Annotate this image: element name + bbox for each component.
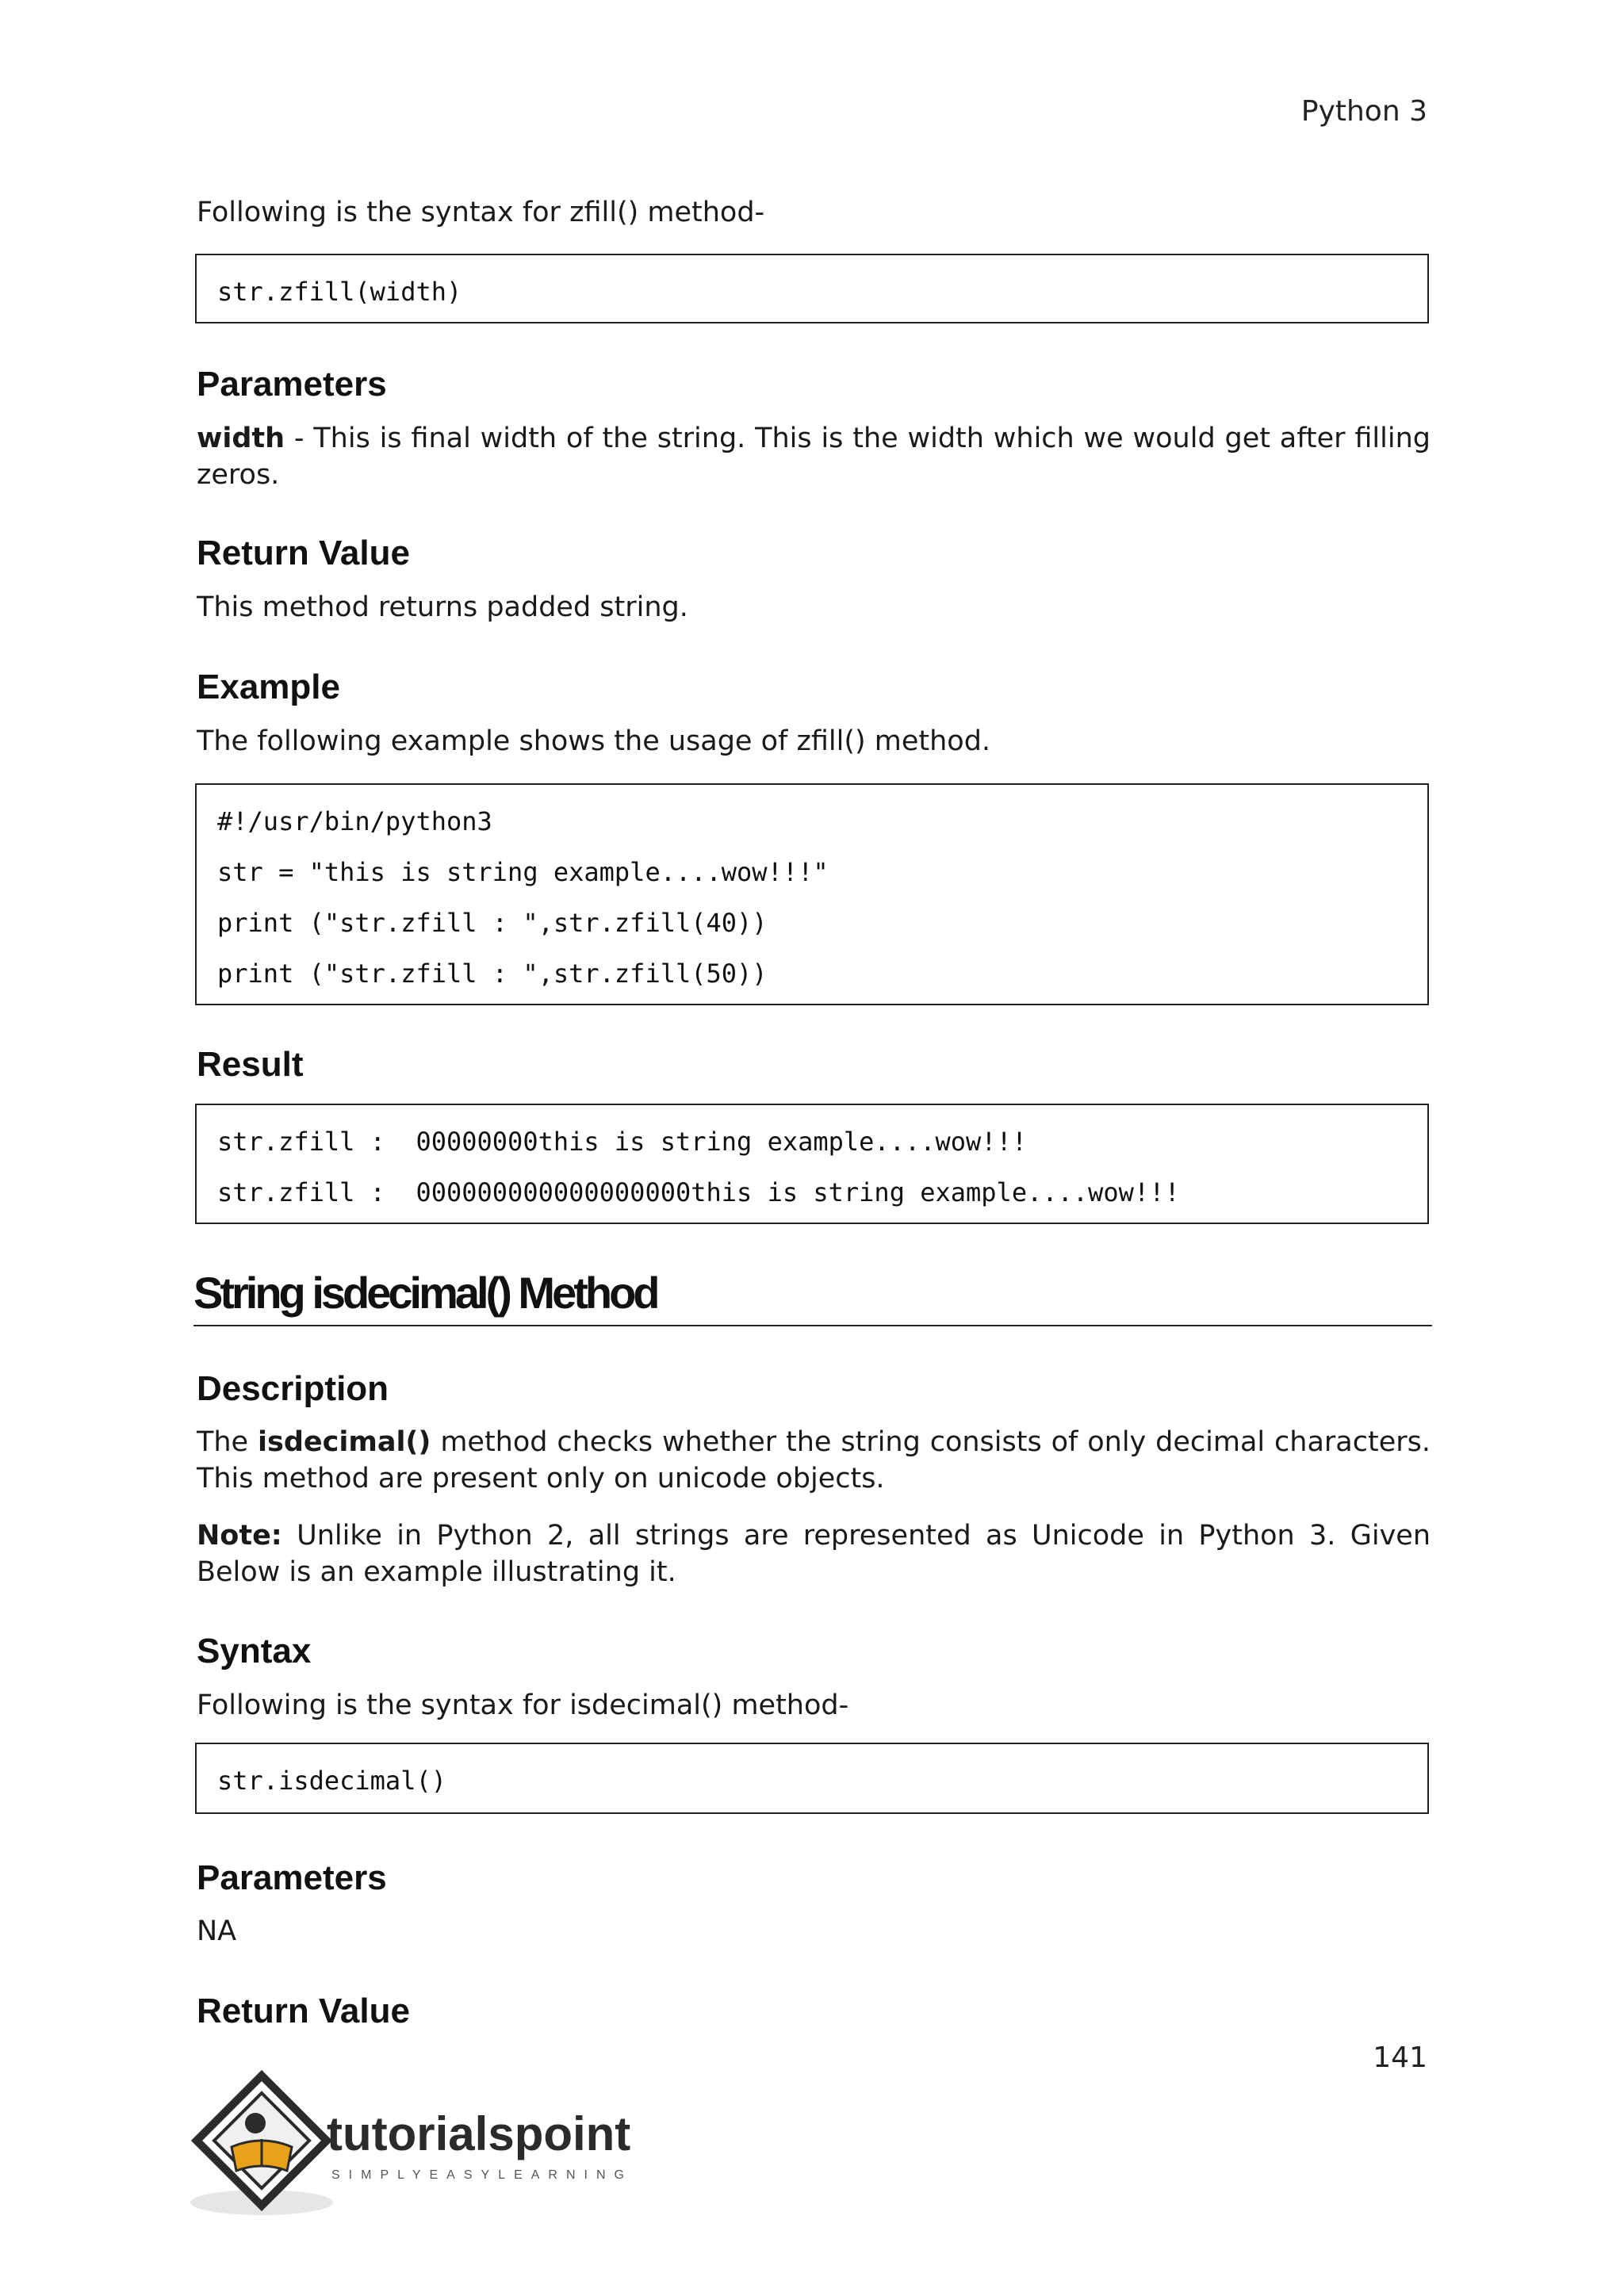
description-text xyxy=(197,1424,1431,1497)
logo-tagline: SIMPLYEASYLEARNING xyxy=(331,2168,633,2182)
param-name: width xyxy=(197,423,285,454)
page-number: 141 xyxy=(1373,2042,1427,2074)
code-line: str.zfill(width) xyxy=(217,277,462,307)
zfill-parameter-desc xyxy=(197,420,1431,493)
isdecimal-return-heading: Return Value xyxy=(197,1992,410,2030)
zfill-result-code-box xyxy=(195,1104,1429,1224)
code-line: print ("str.zfill : ",str.zfill(40)) xyxy=(217,908,768,938)
zfill-example-code-box xyxy=(195,783,1429,1005)
zfill-syntax-intro: Following is the syntax for zfill() method- xyxy=(197,197,765,228)
isdecimal-parameters-heading: Parameters xyxy=(197,1858,387,1897)
logo-wordmark: tutorialspoint xyxy=(327,2107,631,2160)
logo-person-head xyxy=(245,2113,266,2133)
code-line: str = "this is string example....wow!!!" xyxy=(217,857,829,887)
description-heading: Description xyxy=(197,1369,389,1408)
code-line: str.zfill : 000000000000000000this is string example....wow!!! xyxy=(217,1177,1180,1207)
isdecimal-syntax-intro: Following is the syntax for isdecimal() method- xyxy=(197,1689,849,1721)
syntax-heading: Syntax xyxy=(197,1632,312,1670)
running-header: Python 3 xyxy=(1300,95,1427,128)
code-line: print ("str.zfill : ",str.zfill(50)) xyxy=(217,959,768,989)
zfill-return-text: This method returns padded string. xyxy=(197,591,688,623)
zfill-return-heading: Return Value xyxy=(197,534,410,572)
note-label: Note: xyxy=(197,1520,282,1552)
code-line: #!/usr/bin/python3 xyxy=(217,806,492,836)
note-body: Unlike in Python 2, all strings are represented as Unicode in Python 3. Given Below is an example illustrating it. xyxy=(197,1520,1431,1588)
zfill-result-heading: Result xyxy=(197,1045,304,1084)
zfill-example-heading: Example xyxy=(197,668,340,706)
desc-rest: method checks whether the string consists of only decimal characters. This method are present only on unicode objects. xyxy=(197,1426,1431,1494)
code-line: str.zfill : 00000000this is string example....wow!!! xyxy=(217,1127,1028,1157)
zfill-parameters-heading: Parameters xyxy=(197,365,387,404)
zfill-syntax-code-box xyxy=(195,254,1429,323)
desc-prefix: The xyxy=(197,1426,258,1458)
isdecimal-parameters-text: NA xyxy=(197,1915,237,1947)
section-title: String isdecimal() Method xyxy=(193,1267,1432,1326)
method-name: isdecimal() xyxy=(257,1426,431,1458)
tutorialspoint-logo xyxy=(190,2069,666,2220)
code-line: str.isdecimal() xyxy=(217,1766,446,1796)
param-text: - This is final width of the string. This is the width which we would get after filling zeros. xyxy=(197,423,1431,491)
note-text xyxy=(197,1517,1431,1590)
zfill-example-text: The following example shows the usage of zfill() method. xyxy=(197,725,991,757)
isdecimal-syntax-code-box xyxy=(195,1743,1429,1814)
